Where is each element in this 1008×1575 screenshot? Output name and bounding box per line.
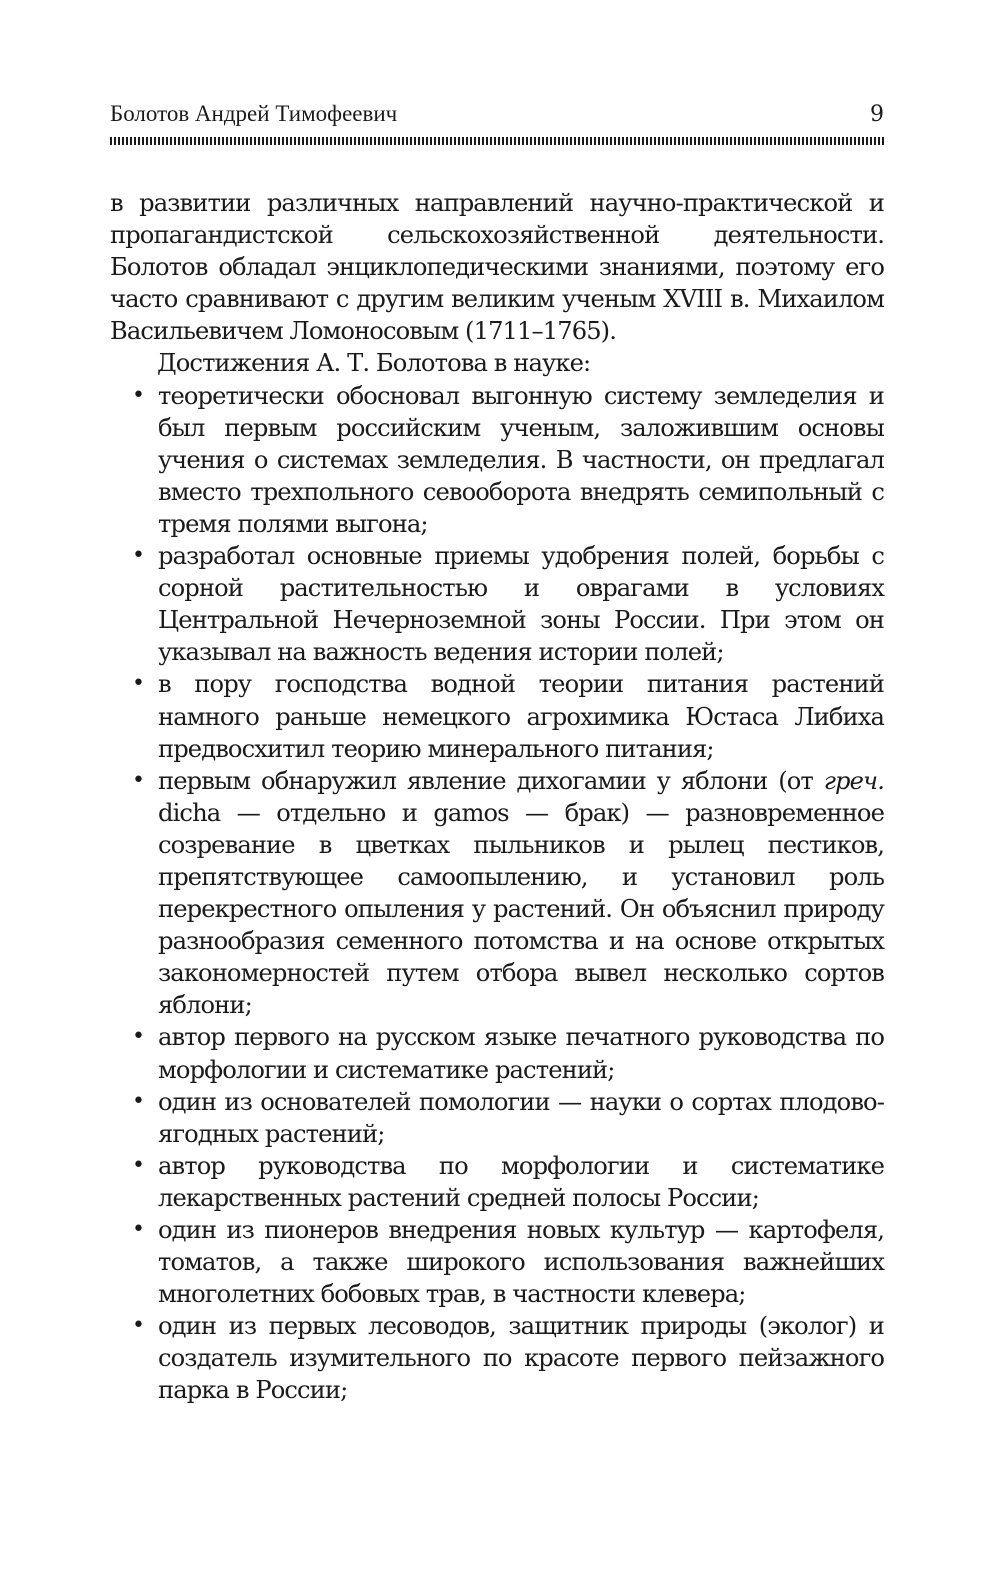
list-item [110, 540, 884, 668]
running-header [110, 100, 884, 137]
paragraph: в развитии различных направлений научно-практической и пропагандистской сельскохозяйственной деятельности. Болотов обладал энциклопедическими знаниями, поэтому его часто сравнивают с другим великим ученым XVIII в. Михаилом Васильевичем Ломоносовым (1711–1765). [110, 189, 884, 346]
list-item-text: автор первого на русском языке печатного руководства по морфологии и систематике растений; [158, 1023, 884, 1084]
list-item-text: один из пионеров внедрения новых культур — картофеля, томатов, а также широкого использования важнейших многолетних бобовых трав, в частности клевера; [158, 1216, 884, 1309]
running-title: Болотов Андрей Тимофеевич [110, 101, 398, 126]
achievements-list [110, 380, 884, 1407]
bullet-icon: • [132, 671, 145, 697]
bullet-icon: • [132, 1217, 145, 1242]
paragraph: Достижения А. Т. Болотова в науке: [157, 349, 591, 378]
list-item-text: один из первых лесоводов, защитник природы (эколог) и создатель изумительного по красоте первого пейзажного парка в России; [158, 1312, 884, 1405]
bullet-icon: • [132, 1024, 145, 1050]
list-item [110, 1214, 884, 1310]
list-item-text: в пору господства водной теории питания растений намного раньше немецкого агрохимика Юстаса Либиха предвосхитил теорию минерального питания; [158, 670, 884, 763]
list-item [110, 1021, 884, 1085]
list-item [110, 1310, 884, 1406]
bullet-icon: • [132, 382, 145, 408]
list-item [110, 1086, 884, 1150]
bullet-icon: • [132, 1152, 145, 1178]
book-page [110, 100, 884, 1407]
list-item-text: разработал основные приемы удобрения полей, борьбы с сорной растительностью и оврагами в условиях Центральной Нечерноземной зоны России. При этом он указывал на важность ведения истории полей; [158, 542, 884, 667]
page-number: 9 [870, 102, 884, 127]
list-item [110, 380, 884, 540]
body-text [110, 187, 884, 1407]
list-item-text-italic: греч. [823, 766, 884, 795]
list-item-text-after: dicha — отдельно и gamos — брак) — разновременное созревание в цветках пыльников и рылец пестиков, препятствующее самоопылению, и установил роль перекрестного опыления у растений. Он объяснил природу разнообразия семенного потомства и на основе открытых закономерностей путем отбора вывел несколько сортов яблони; [158, 798, 884, 1020]
bullet-icon: • [132, 1088, 145, 1114]
list-item [110, 765, 884, 1022]
bullet-icon: • [132, 767, 145, 793]
list-item-text: один из основателей помологии — науки о сортах плодово-ягодных растений; [158, 1087, 884, 1148]
list-item-text: автор руководства по морфологии и систематике лекарственных растений средней полосы России; [158, 1151, 884, 1212]
list-item [110, 1150, 884, 1214]
header-rule [110, 137, 884, 145]
list-item-text: теоретически обосновал выгонную систему земледелия и был первым российским ученым, заложившим основы учения о системах земледелия. В частности, он предлагал вместо трехпольного севооборота внедрять семипольный с тремя полями выгона; [158, 381, 884, 538]
bullet-icon: • [132, 1313, 145, 1339]
bullet-icon: • [132, 543, 145, 569]
list-item [110, 668, 884, 764]
list-item-text-before: первым обнаружил явление дихогамии у яблони (от [158, 766, 824, 795]
